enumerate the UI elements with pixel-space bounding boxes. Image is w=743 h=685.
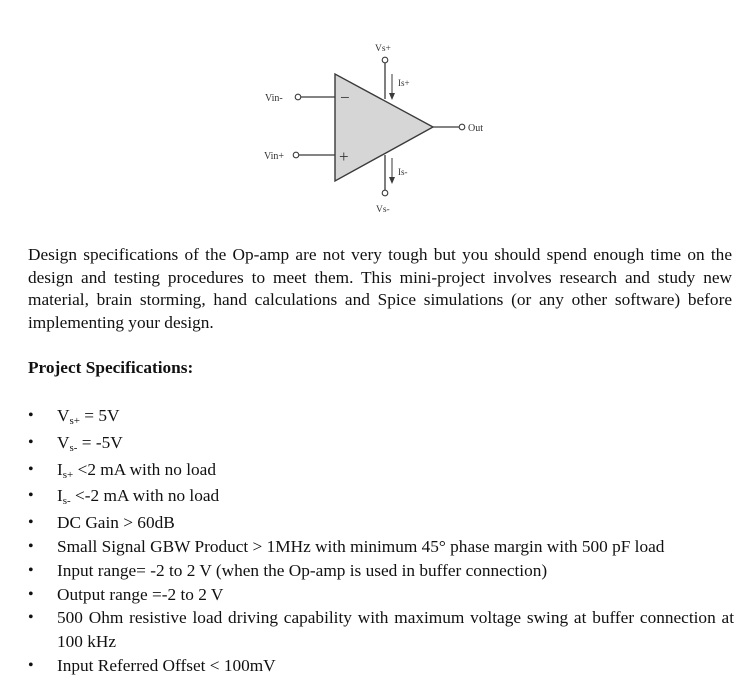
spec-dc-gain: • DC Gain > 60dB [28, 511, 734, 535]
vin-plus-terminal [293, 152, 299, 158]
is-plus-label: Is+ [398, 78, 410, 88]
vs-plus-label: Vs+ [375, 44, 391, 54]
spec-gbw: • Small Signal GBW Product > 1MHz with minimum 45° phase margin with 500 pF load [28, 535, 734, 559]
project-specifications-heading: Project Specifications: [28, 358, 194, 377]
vin-plus-label: Vin+ [264, 151, 285, 162]
is-minus-label: Is- [398, 167, 408, 177]
op-amp-triangle [335, 74, 433, 181]
vin-minus-terminal [295, 94, 301, 100]
is-minus-arrow-head [389, 177, 395, 184]
spec-vs-minus: • Vs- = -5V [28, 431, 734, 458]
vs-minus-terminal [382, 190, 388, 196]
spec-offset: • Input Referred Offset < 100mV [28, 654, 734, 678]
spec-is-plus: • Is+ <2 mA with no load [28, 458, 734, 485]
spec-vs-plus: • Vs+ = 5V [28, 404, 734, 431]
specifications-list [28, 404, 734, 678]
spec-load-drive: • 500 Ohm resistive load driving capability with maximum voltage swing at buffer connection at 100 kHz [28, 606, 734, 654]
intro-paragraph: Design specifications of the Op-amp are not very tough but you should spend enough time on the design and testing procedures to meet them. This mini-project involves research and study new material, brain storming, hand calculations and Spice simulations (or any other software) before implementing your design. [28, 245, 732, 332]
vin-minus-label: Vin- [265, 93, 283, 104]
minus-sign: − [340, 88, 350, 107]
plus-sign: + [339, 147, 349, 166]
op-amp-diagram [250, 36, 510, 220]
is-plus-arrow-head [389, 93, 395, 100]
spec-is-minus: • Is- <-2 mA with no load [28, 484, 734, 511]
vs-plus-terminal [382, 57, 388, 63]
spec-input-range: • Input range= -2 to 2 V (when the Op-amp is used in buffer connection) [28, 559, 734, 583]
vs-minus-label: Vs- [376, 205, 390, 215]
out-terminal [459, 124, 465, 130]
spec-output-range: • Output range =-2 to 2 V [28, 583, 734, 607]
out-label: Out [468, 123, 483, 134]
